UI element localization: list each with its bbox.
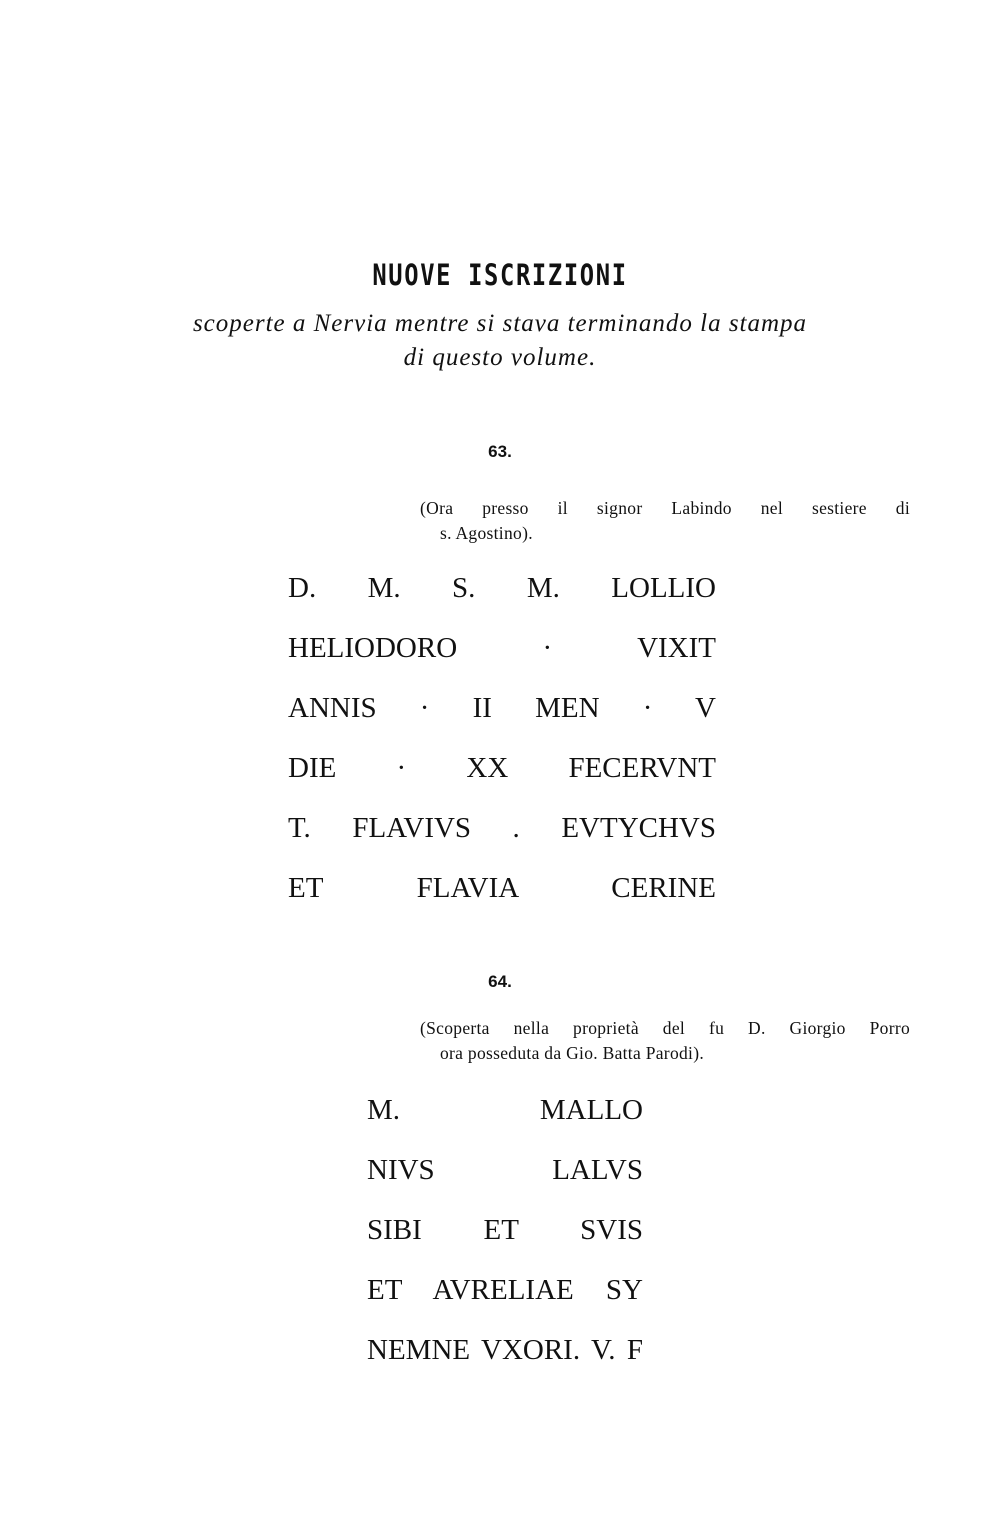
inscription-64-line: ET AVRELIAE SY [367,1274,643,1306]
inscription-64-line: M. MALLO [367,1094,643,1126]
page-title: NUOVE ISCRIZIONI [372,258,628,292]
subtitle-line-2: di questo volume. [403,344,597,371]
inscription-note-63 [420,496,910,546]
note-line-1: (Scoperta nella proprietà del fu D. Giorgio Porro [420,1018,910,1038]
inscription-number-63: 63. [488,442,512,461]
inscription-note-64 [420,1016,910,1066]
inscription-63-line: D. M. S. M. LOLLIO [288,572,716,604]
subtitle-line-1: scoperte a Nervia mentre si stava terminando la stampa [192,310,808,337]
inscription-64-line: NEMNE VXORI. V. F [367,1334,643,1366]
inscription-63-line: DIE · XX FECERVNT [288,752,716,784]
inscription-64-line: SIBI ET SVIS [367,1214,643,1246]
note-line-1: (Ora presso il signor Labindo nel sestiere di [420,498,910,518]
inscription-63-line: T. FLAVIVS . EVTYCHVS [288,812,716,844]
inscription-63-line: HELIODORO · VIXIT [288,632,716,664]
inscription-63-line: ET FLAVIA CERINE [288,872,716,904]
note-line-2: s. Agostino). [440,523,533,543]
inscription-number-64: 64. [488,972,512,991]
inscription-64-line: NIVS LALVS [367,1154,643,1186]
note-line-2: ora posseduta da Gio. Batta Parodi). [440,1043,705,1063]
inscription-63-line: ANNIS · II MEN · V [288,692,716,724]
